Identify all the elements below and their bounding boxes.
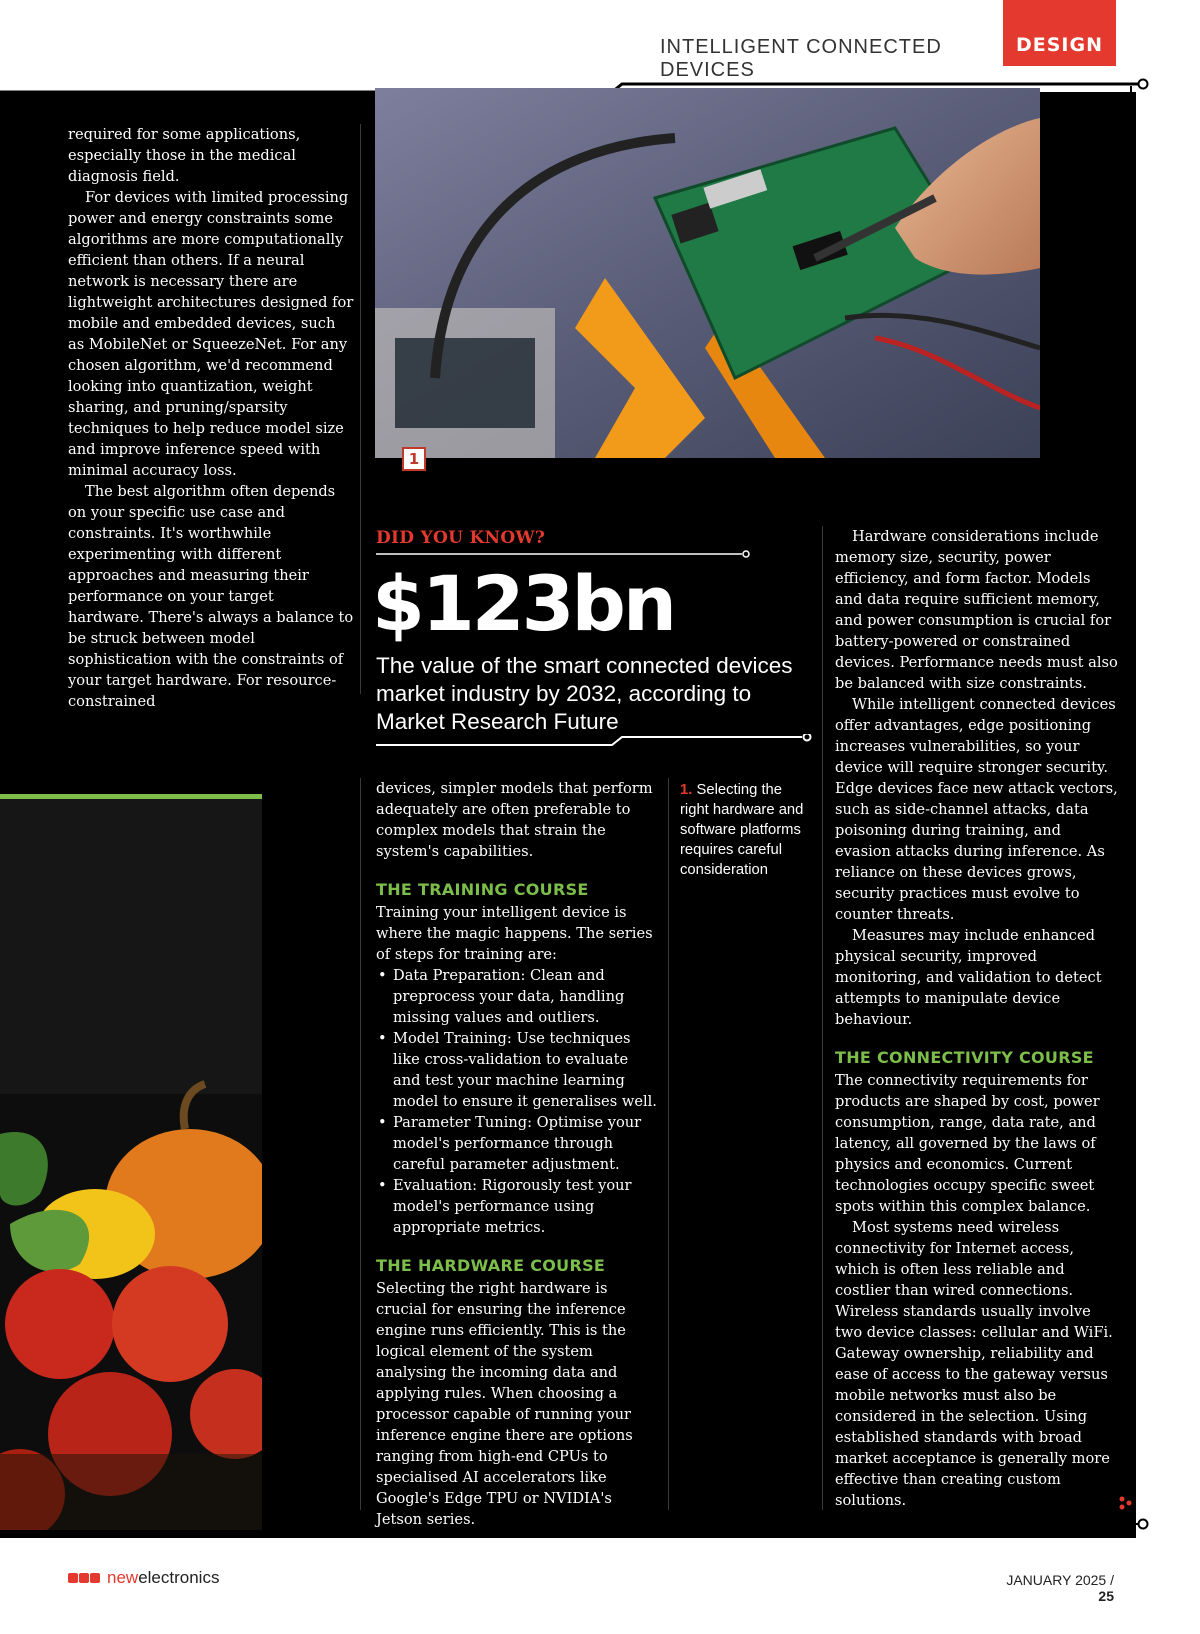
circuit-trace-top	[0, 0, 1200, 100]
right-edge-line	[1130, 86, 1132, 1522]
list-item: • Evaluation: Rigorously test your model's performance using appropriate metrics.	[376, 1175, 658, 1238]
end-mark-icon	[1118, 1495, 1134, 1511]
did-you-know-label: DID YOU KNOW?	[376, 528, 546, 548]
issue-date: JANUARY 2025	[1006, 1572, 1107, 1588]
circuit-trace-bottom	[1120, 1514, 1160, 1534]
paragraph: For devices with limited processing power and energy constraints some algorithms are more computationally efficient than others. If a neural network is necessary there are lightweight architectures designed for mobile and embedded devices, such as MobileNet or SqueezeNet. For any chosen algorithm, we'd recommend looking into quantization, weight sharing, and pruning/sparsity techniques to help reduce model size and improve inference speed with minimal accuracy loss.	[68, 189, 354, 479]
column-divider	[360, 124, 361, 694]
column-middle	[376, 778, 658, 1530]
column-left	[68, 124, 354, 712]
section-tag: DESIGN	[1003, 0, 1116, 66]
subheading-training: THE TRAINING COURSE	[376, 880, 589, 899]
footer-brand	[68, 1568, 219, 1588]
social-icons	[68, 1568, 101, 1588]
separator: /	[1110, 1572, 1114, 1588]
paragraph: Measures may include enhanced physical security, improved monitoring, and validation to detect attempts to manipulate device behaviour.	[835, 927, 1102, 1028]
list-item: • Model Training: Use techniques like cross-validation to evaluate and test your machine learning model to ensure it generalises well.	[376, 1028, 658, 1112]
list-item: • Data Preparation: Clean and preprocess your data, handling missing values and outliers.	[376, 965, 658, 1028]
caption-number: 1.	[680, 782, 693, 798]
paragraph: devices, simpler models that perform adequately are often preferable to complex models that strain the system's capabilities.	[376, 780, 653, 860]
column-right	[835, 526, 1119, 1511]
linkedin-icon[interactable]	[79, 1573, 89, 1583]
paragraph: Training your intelligent device is where the magic happens. The series of steps for training are:	[376, 904, 653, 963]
column-divider	[360, 778, 361, 1510]
column-divider	[668, 778, 669, 1510]
brand-logo: newelectronics	[107, 1568, 220, 1587]
subheading-hardware: THE HARDWARE COURSE	[376, 1256, 606, 1275]
vegetables-photo	[0, 794, 262, 1530]
did-you-know-rule-bottom	[376, 734, 816, 748]
subheading-connectivity: THE CONNECTIVITY COURSE	[835, 1048, 1094, 1067]
column-divider	[822, 526, 823, 1510]
paragraph: Most systems need wireless connectivity for Internet access, which is often less reliable and costlier than wired connections. Wireless standards usually involve two device classes: cellular and WiFi. Gateway ownership, reliability and ease of access to the gateway versus mobile networks must also be considered in the selection. Using established standards with broad market acceptance is generally more effective than creating custom solutions.	[835, 1219, 1113, 1509]
page-number: 25	[1098, 1588, 1114, 1604]
did-you-know-figure: $123bn	[372, 559, 675, 648]
paragraph: While intelligent connected devices offer advantages, edge positioning increases vulnerabilities, so your device will require stronger security. Edge devices face new attack vectors, such as side-channel attacks, data poisoning during training, and evasion attacks during inference. As reliance on these devices grows, security practices must evolve to counter threats.	[835, 696, 1118, 923]
x-icon[interactable]	[90, 1573, 100, 1583]
did-you-know-description: The value of the smart connected devices market industry by 2032, according to Market Research Future	[376, 653, 793, 734]
section-kicker: INTELLIGENT CONNECTED DEVICES	[660, 36, 942, 81]
paragraph: Hardware considerations include memory size, security, power efficiency, and form factor. Models and data require sufficient memory, and power consumption is crucial for battery-powered or constrained devices. Performance needs must also be balanced with size constraints.	[835, 528, 1118, 692]
photo-caption	[680, 780, 810, 880]
pcb-photo	[375, 88, 1040, 458]
facebook-icon[interactable]	[68, 1573, 78, 1583]
accent-bar-green	[0, 794, 262, 799]
paragraph: Selecting the right hardware is crucial for ensuring the inference engine runs efficiently. This is the logical element of the system analysing the incoming data and applying rules. When choosing a processor capable of running your inference engine there are options ranging from high-end CPUs to specialised AI accelerators like Google's Edge TPU or NVIDIA's Jetson series.	[376, 1280, 633, 1528]
paragraph: The best algorithm often depends on your specific use case and constraints. It's worthwhile experimenting with different approaches and measuring their performance on your target hardware. There's always a balance to be struck between model sophistication with the constraints of your target hardware. For resource-constrained	[68, 483, 354, 710]
caption-text: Selecting the right hardware and software platforms requires careful consideration	[680, 782, 804, 878]
footer-issue	[990, 1572, 1114, 1604]
paragraph: required for some applications, especially those in the medical diagnosis field.	[68, 126, 301, 185]
training-steps-list	[376, 965, 658, 1238]
photo-number-badge: 1	[402, 447, 426, 471]
paragraph: The connectivity requirements for products are shaped by cost, power consumption, range, data rate, and latency, all governed by the laws of physics and economics. Current technologies occupy specific sweet spots within this complex balance.	[835, 1072, 1100, 1215]
list-item: • Parameter Tuning: Optimise your model's performance through careful parameter adjustment.	[376, 1112, 658, 1175]
